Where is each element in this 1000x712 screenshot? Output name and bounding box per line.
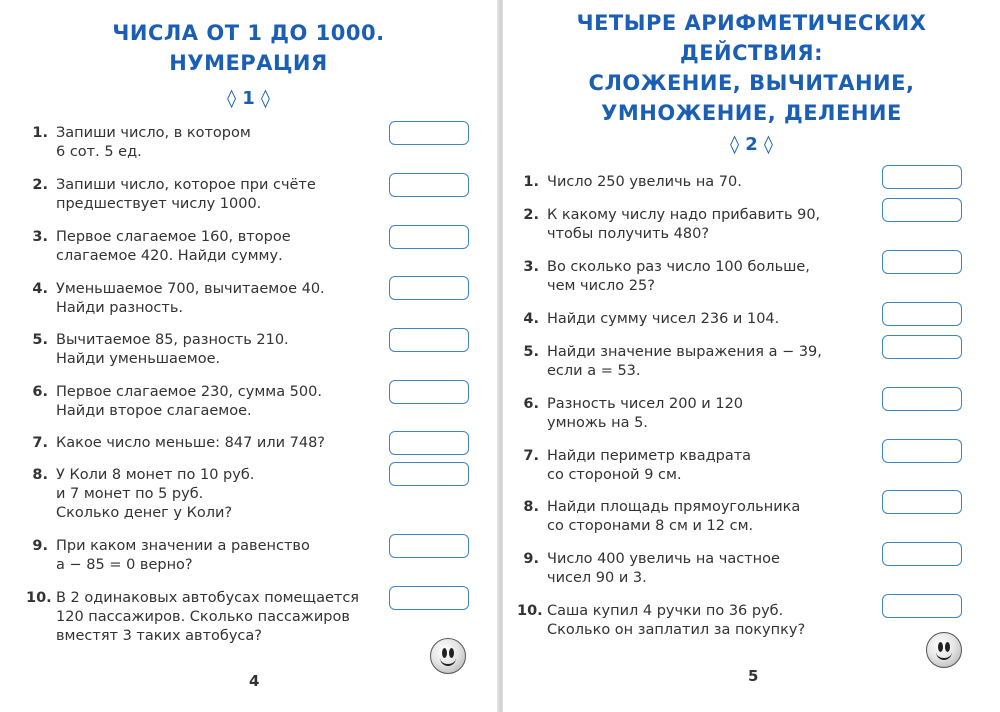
task-line: если а = 53. [547,363,641,379]
task-number: 1. [32,125,48,141]
task-line: Число 400 увеличь на частное [547,551,780,567]
task-line: и 7 монет по 5 руб. [56,486,204,502]
task-line: 120 пассажиров. Сколько пассажиров [56,609,350,625]
left-page [0,0,497,712]
task-line: Вычитаемое 85, разность 210. [56,332,289,348]
answer-box-left-3[interactable] [389,225,469,249]
left-title-line-2: НУМЕРАЦИЯ [169,51,328,75]
answer-box-right-7[interactable] [882,439,962,463]
answer-box-left-6[interactable] [389,380,469,404]
answer-box-right-1[interactable] [882,165,962,189]
task-line: К какому числу надо прибавить 90, [547,207,821,223]
task-line: умножь на 5. [547,415,648,431]
task-line: вместят 3 таких автобуса? [56,628,262,644]
task-line: Найди разность. [56,300,183,316]
right-section-number: ◊ 2 ◊ [730,134,773,155]
left-page-title [0,18,497,78]
right-page [503,0,1000,712]
right-title-line-2: ДЕЙСТВИЯ: [679,41,823,65]
task-number: 5. [32,332,48,348]
left-title-line-1: ЧИСЛА ОТ 1 ДО 1000. [112,21,385,45]
task-line: Найди второе слагаемое. [56,403,252,419]
task-line: В 2 одинаковых автобусах помещается [56,590,360,606]
task-line: Найди площадь прямоугольника [547,499,801,515]
task-line: Запиши число, которое при счёте [56,177,316,193]
task-line: Найди значение выражения а − 39, [547,344,822,360]
answer-box-left-9[interactable] [389,534,469,558]
task-number: 2. [32,177,48,193]
task-number: 6. [32,384,48,400]
answer-box-left-4[interactable] [389,276,469,300]
answer-box-left-1[interactable] [389,121,469,145]
task-line: со стороной 9 см. [547,467,682,483]
task-line: При каком значении а равенство [56,538,310,554]
right-title-line-3: СЛОЖЕНИЕ, ВЫЧИТАНИЕ, [588,71,915,95]
task-line: а − 85 = 0 верно? [56,557,193,573]
task-line: со сторонами 8 см и 12 см. [547,518,754,534]
page-number-right: 5 [748,667,759,685]
answer-box-left-10[interactable] [389,586,469,610]
task-line: Запиши число, в котором [56,125,251,141]
task-line: чем число 25? [547,278,655,294]
task-number: 4. [32,281,48,297]
task-line: Уменьшаемое 700, вычитаемое 40. [56,281,325,297]
task-line: Какое число меньше: 847 или 748? [56,435,326,451]
task-line: Разность чисел 200 и 120 [547,396,744,412]
task-line: чтобы получить 480? [547,226,710,242]
task-number: 7. [523,448,539,464]
task-number: 5. [523,344,539,360]
task-line: Найди сумму чисел 236 и 104. [547,311,780,327]
answer-box-left-2[interactable] [389,173,469,197]
smiley-icon [430,638,466,674]
answer-box-right-8[interactable] [882,490,962,514]
task-line: Сколько денег у Коли? [56,505,233,521]
task-line: предшествует числу 1000. [56,196,262,212]
answer-box-right-4[interactable] [882,302,962,326]
task-number: 7. [32,435,48,451]
task-line: У Коли 8 монет по 10 руб. [56,467,255,483]
answer-box-left-8[interactable] [389,462,469,486]
task-line: чисел 90 и 3. [547,570,647,586]
task-number: 9. [32,538,48,554]
task-number: 8. [523,499,539,515]
answer-box-right-9[interactable] [882,542,962,566]
task-number: 2. [523,207,539,223]
task-number: 1. [523,174,539,190]
answer-box-right-5[interactable] [882,335,962,359]
task-number: 10. [517,603,543,619]
task-number: 3. [32,229,48,245]
answer-box-right-10[interactable] [882,594,962,618]
task-number: 3. [523,259,539,275]
task-line: Число 250 увеличь на 70. [547,174,742,190]
task-line: Сколько он заплатил за покупку? [547,622,806,638]
task-number: 9. [523,551,539,567]
task-line: слагаемое 420. Найди сумму. [56,248,283,264]
left-section-number: ◊ 1 ◊ [227,88,270,109]
page-number-left: 4 [249,672,260,690]
task-line: Найди периметр квадрата [547,448,752,464]
answer-box-right-3[interactable] [882,250,962,274]
right-title-line-1: ЧЕТЫРЕ АРИФМЕТИЧЕСКИХ [576,11,927,35]
answer-box-right-6[interactable] [882,387,962,411]
task-number: 10. [26,590,52,606]
task-line: 6 сот. 5 ед. [56,144,142,160]
task-line: Найди уменьшаемое. [56,351,221,367]
task-number: 4. [523,311,539,327]
smiley-icon [926,632,962,668]
task-number: 8. [32,467,48,483]
answer-box-right-2[interactable] [882,198,962,222]
task-line: Саша купил 4 ручки по 36 руб. [547,603,784,619]
task-number: 6. [523,396,539,412]
answer-box-left-7[interactable] [389,431,469,455]
task-line: Во сколько раз число 100 больше, [547,259,810,275]
answer-box-left-5[interactable] [389,328,469,352]
right-page-title [503,8,1000,128]
task-line: Первое слагаемое 230, сумма 500. [56,384,322,400]
right-title-line-4: УМНОЖЕНИЕ, ДЕЛЕНИЕ [601,101,902,125]
task-line: Первое слагаемое 160, второе [56,229,291,245]
